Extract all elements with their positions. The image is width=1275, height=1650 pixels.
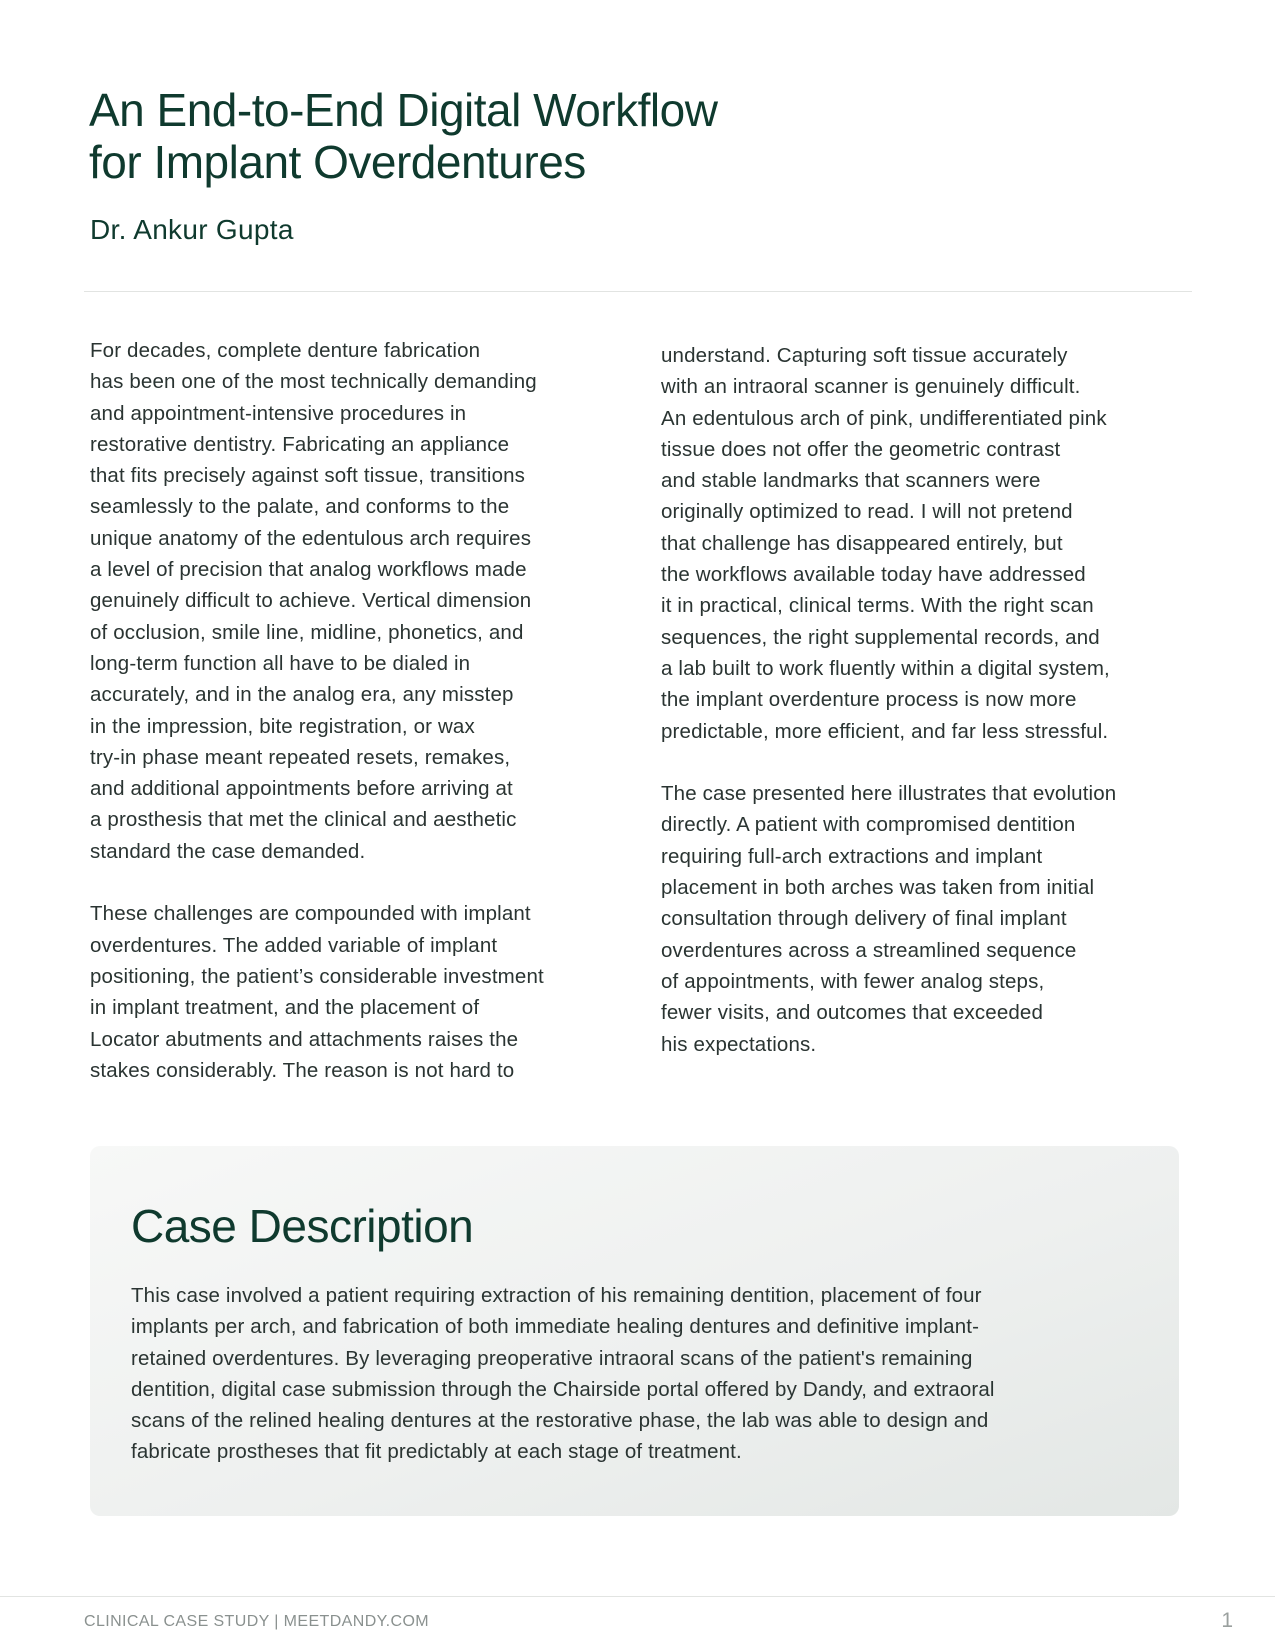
text-line: long-term function all have to be dialed in: [90, 651, 471, 675]
text-line: standard the case demanded.: [90, 839, 366, 863]
case-description-body: [131, 1280, 1141, 1468]
text-line: fewer visits, and outcomes that exceeded: [661, 1001, 1044, 1025]
intro-left-column: [90, 335, 610, 1117]
text-line: the implant overdenture process is now more: [661, 688, 1077, 712]
intro-paragraph: [90, 898, 610, 1086]
text-line: consultation through delivery of final implant: [661, 907, 1067, 931]
text-line: it in practical, clinical terms. With the right scan: [661, 594, 1094, 618]
intro-right-column: [661, 340, 1181, 1091]
text-line: predictable, more efficient, and far less stressful.: [661, 719, 1109, 743]
text-line: a lab built to work fluently within a digital system,: [661, 656, 1110, 680]
text-line: and stable landmarks that scanners were: [661, 469, 1041, 493]
intro-paragraph: [90, 335, 610, 867]
text-line: in implant treatment, and the placement of: [90, 996, 480, 1020]
author-name: Dr. Ankur Gupta: [90, 214, 294, 245]
text-line: seamlessly to the palate, and conforms to the: [90, 495, 510, 519]
text-line: restorative dentistry. Fabricating an appliance: [90, 432, 510, 456]
text-line: his expectations.: [661, 1032, 817, 1056]
text-line: positioning, the patient’s considerable investment: [90, 964, 544, 988]
text-line: in the impression, bite registration, or wax: [90, 714, 475, 738]
footer-divider: [0, 1596, 1275, 1597]
text-line: that challenge has disappeared entirely, but: [661, 531, 1063, 555]
text-line: unique anatomy of the edentulous arch requires: [90, 526, 532, 550]
text-line: and additional appointments before arriving at: [90, 777, 513, 801]
text-line: of occlusion, smile line, midline, phonetics, and: [90, 620, 524, 644]
intro-paragraph: [661, 778, 1181, 1060]
header-divider: [84, 291, 1192, 292]
text-line: sequences, the right supplemental records, and: [661, 625, 1100, 649]
text-line: fabricate prostheses that fit predictably at each stage of treatment.: [131, 1440, 742, 1464]
text-line: tissue does not offer the geometric contrast: [661, 437, 1061, 461]
text-line: An edentulous arch of pink, undifferentiated pink: [661, 406, 1107, 430]
text-line: The case presented here illustrates that evolution: [661, 782, 1117, 806]
text-line: try-in phase meant repeated resets, remakes,: [90, 745, 511, 769]
text-line: that fits precisely against soft tissue, transitions: [90, 464, 526, 488]
text-line: of appointments, with fewer analog steps,: [661, 969, 1045, 993]
text-line: This case involved a patient requiring extraction of his remaining dentition, placement of four: [131, 1284, 982, 1307]
text-line: has been one of the most technically demanding: [90, 370, 537, 394]
text-line: scans of the relined healing dentures at the restorative phase, the lab was able to design and: [131, 1409, 989, 1433]
page-number: 1: [1221, 1609, 1233, 1632]
text-line: dentition, digital case submission through the Chairside portal offered by Dandy, and extraoral: [131, 1377, 995, 1401]
text-line: These challenges are compounded with implant: [90, 902, 531, 926]
text-line: accurately, and in the analog era, any misstep: [90, 683, 514, 707]
text-line: with an intraoral scanner is genuinely difficult.: [661, 375, 1081, 399]
text-line: directly. A patient with compromised dentition: [661, 813, 1076, 837]
document-title-line: for Implant Overdentures: [89, 136, 586, 188]
text-line: originally optimized to read. I will not pretend: [661, 500, 1073, 524]
text-line: a prosthesis that met the clinical and aesthetic: [90, 808, 517, 832]
text-line: overdentures across a streamlined sequence: [661, 938, 1077, 962]
text-line: requiring full-arch extractions and implant: [661, 844, 1043, 868]
text-line: genuinely difficult to achieve. Vertical dimension: [90, 589, 532, 613]
text-line: Locator abutments and attachments raises the: [90, 1027, 519, 1051]
text-line: For decades, complete denture fabrication: [90, 339, 481, 362]
document-title: [89, 84, 717, 188]
case-description-heading: Case Description: [131, 1200, 474, 1252]
document-title-line: An End-to-End Digital Workflow: [89, 84, 718, 136]
text-line: the workflows available today have addressed: [661, 563, 1086, 587]
text-line: understand. Capturing soft tissue accurately: [661, 344, 1068, 367]
text-line: implants per arch, and fabrication of both immediate healing dentures and definitive implant-: [131, 1315, 980, 1339]
text-line: a level of precision that analog workflows made: [90, 558, 527, 582]
text-line: stakes considerably. The reason is not hard to: [90, 1058, 515, 1082]
text-line: and appointment-intensive procedures in: [90, 401, 467, 425]
text-line: retained overdentures. By leveraging preoperative intraoral scans of the patient's remaining: [131, 1346, 973, 1370]
intro-paragraph: [661, 340, 1181, 747]
footer-label: CLINICAL CASE STUDY | MEETDANDY.COM: [84, 1613, 430, 1630]
text-line: overdentures. The added variable of implant: [90, 933, 498, 957]
text-line: placement in both arches was taken from initial: [661, 876, 1095, 900]
case-description-panel: [90, 1146, 1179, 1516]
